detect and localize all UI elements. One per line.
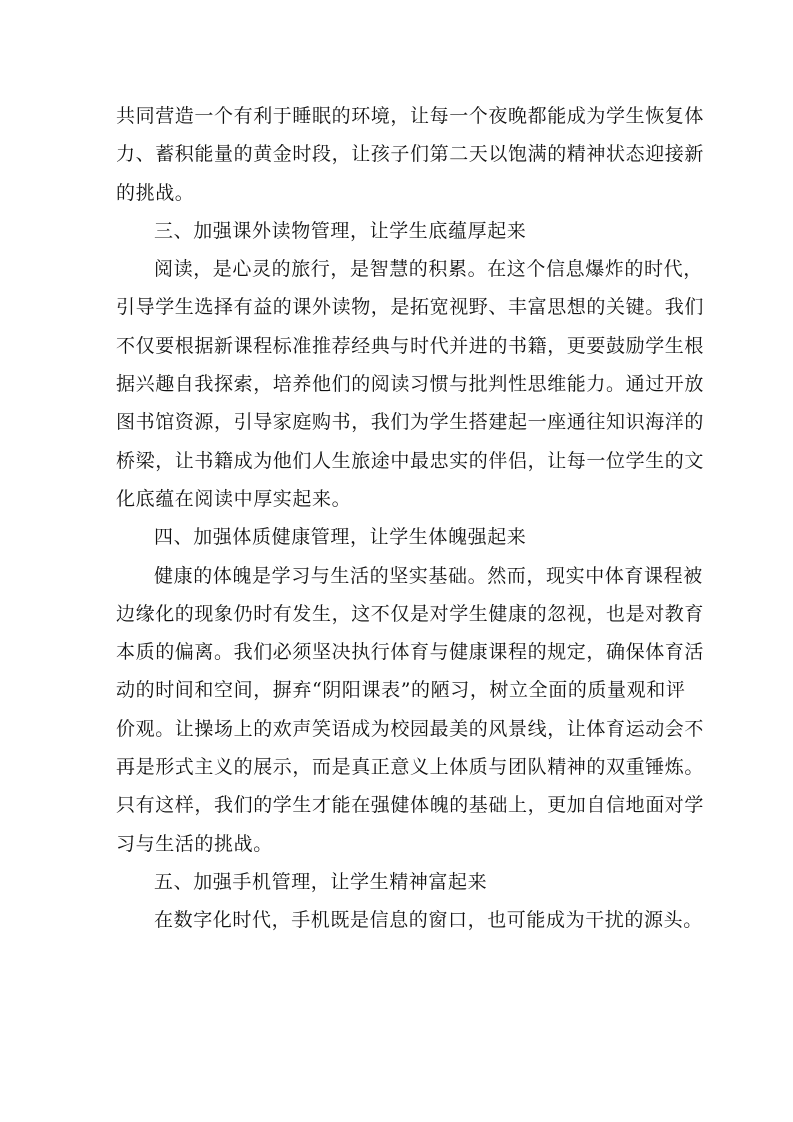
body-text-line: 动的时间和空间，摒弃“阴阳课表”的陋习，树立全面的质量观和评 — [116, 679, 686, 702]
body-text-line: 图书馆资源，引导家庭购书，我们为学生搭建起一座通往知识海洋的 — [116, 411, 705, 434]
document-body — [116, 97, 705, 940]
body-text-line: 只有这样，我们的学生才能在强健体魄的基础上，更加自信地面对学 — [116, 794, 705, 817]
body-text-line: 再是形式主义的展示，而是真正意义上体质与团队精神的双重锤炼。 — [116, 756, 705, 779]
section-heading-5: 五、加强手机管理，让学生精神富起来 — [154, 870, 488, 893]
body-text-line: 边缘化的现象仍时有发生，这不仅是对学生健康的忽视，也是对教育 — [116, 602, 705, 625]
body-text-line: 习与生活的挑战。 — [116, 832, 273, 855]
section-heading-4: 四、加强体质健康管理，让学生体魄强起来 — [154, 526, 527, 549]
body-text-line: 引导学生选择有益的课外读物，是拓宽视野、丰富思想的关键。我们 — [116, 296, 705, 319]
body-text-line: 价观。让操场上的欢声笑语成为校园最美的风景线，让体育运动会不 — [116, 717, 705, 740]
body-text-line: 据兴趣自我探索，培养他们的阅读习惯与批判性思维能力。通过开放 — [116, 373, 705, 396]
body-text-line: 本质的偏离。我们必须坚决执行体育与健康课程的规定，确保体育活 — [116, 641, 705, 664]
body-text-line: 共同营造一个有利于睡眠的环境，让每一个夜晚都能成为学生恢复体 — [116, 105, 705, 127]
body-text-line: 桥梁，让书籍成为他们人生旅途中最忠实的伴侣，让每一位学生的文 — [116, 449, 705, 472]
body-text-line: 力、蓄积能量的黄金时段，让孩子们第二天以饱满的精神状态迎接新 — [116, 143, 705, 166]
body-text-line: 阅读，是心灵的旅行，是智慧的积累。在这个信息爆炸的时代， — [154, 258, 703, 281]
body-text-line: 的挑战。 — [116, 181, 195, 204]
body-text-line: 不仅要根据新课程标准推荐经典与时代并进的书籍，更要鼓励学生根 — [116, 334, 705, 357]
body-text-line: 健康的体魄是学习与生活的坚实基础。然而，现实中体育课程被 — [154, 564, 703, 587]
section-heading-3: 三、加强课外读物管理，让学生底蕴厚起来 — [154, 219, 527, 242]
body-text-line: 在数字化时代，手机既是信息的窗口，也可能成为干扰的源头。 — [154, 909, 703, 932]
body-text-line: 化底蕴在阅读中厚实起来。 — [116, 487, 352, 510]
